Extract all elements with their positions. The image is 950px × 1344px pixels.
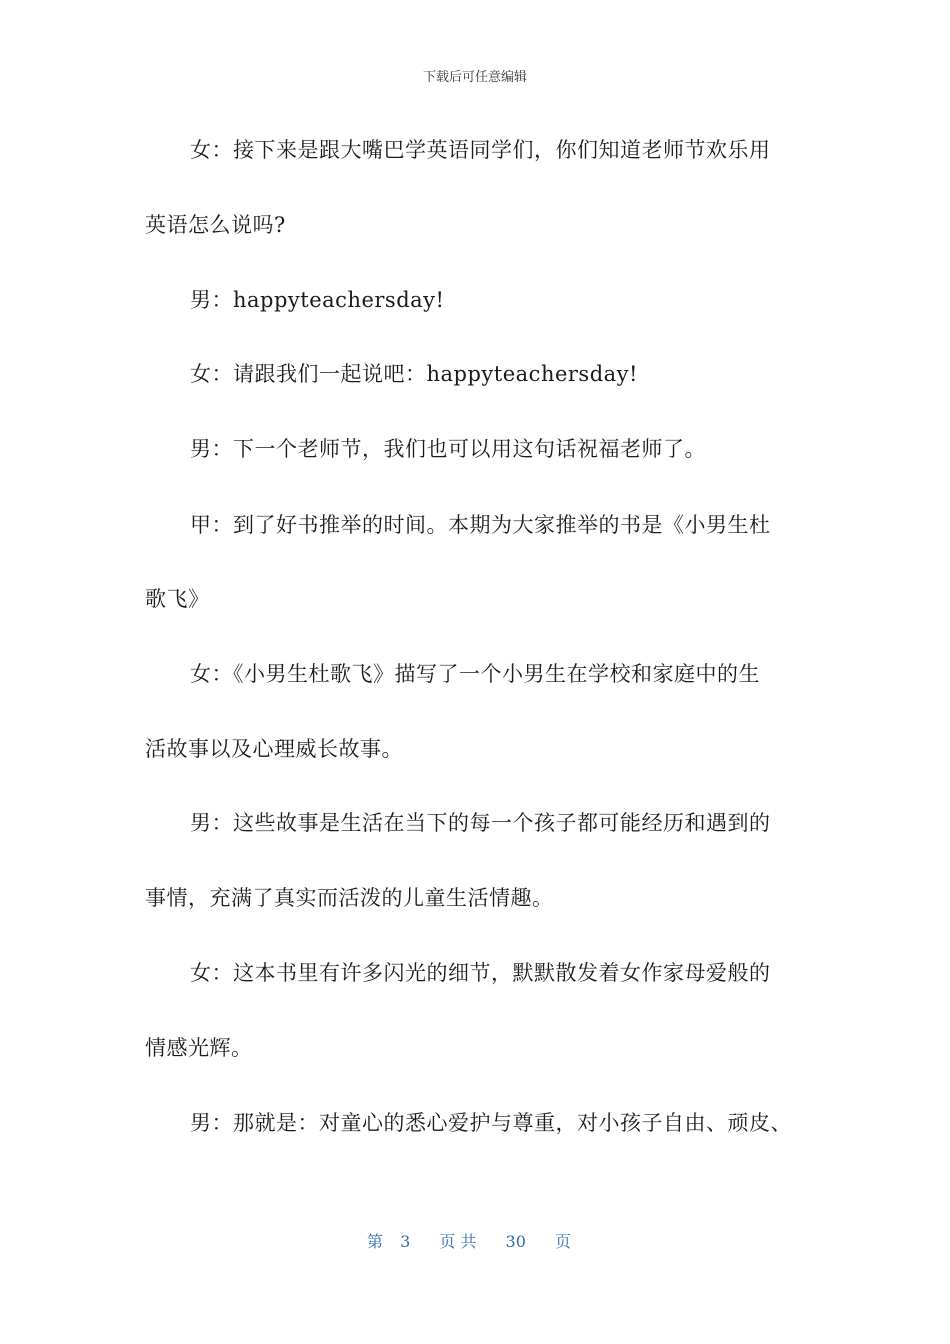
- page-footer: [0, 1229, 950, 1252]
- body-line-1: 女：接下来是跟大嘴巴学英语同学们，你们知道老师节欢乐用: [190, 138, 771, 162]
- footer-page-number: 3: [400, 1232, 411, 1251]
- body-line-6: 甲：到了好书推举的时间。本期为大家推举的书是《小男生杜: [190, 513, 771, 537]
- body-line-13: 情感光辉。: [145, 1036, 253, 1060]
- footer-prefix: 第: [366, 1232, 383, 1251]
- body-line-4: 女：请跟我们一起说吧：happyteachersday!: [190, 362, 638, 386]
- footer-suffix: 页: [555, 1232, 572, 1251]
- body-line-9: 活故事以及心理威长故事。: [145, 737, 403, 761]
- body-line-5: 男：下一个老师节，我们也可以用这句话祝福老师了。: [190, 437, 706, 461]
- body-line-8: 女：《小男生杜歌飞》描写了一个小男生在学校和家庭中的生: [190, 662, 760, 686]
- body-line-10: 男：这些故事是生活在当下的每一个孩子都可能经历和遇到的: [190, 811, 771, 835]
- footer-total-pages: 30: [505, 1232, 526, 1251]
- body-line-12: 女：这本书里有许多闪光的细节，默默散发着女作家母爱般的: [190, 961, 771, 985]
- footer-middle: 页 共: [439, 1232, 477, 1251]
- page-header: 下载后可任意编辑: [422, 70, 527, 85]
- body-line-7: 歌飞》: [145, 587, 210, 611]
- body-line-2: 英语怎么说吗?: [145, 213, 286, 237]
- body-line-3: 男：happyteachersday!: [190, 288, 445, 312]
- body-line-11: 事情，充满了真实而活泼的儿童生活情趣。: [145, 886, 554, 910]
- body-line-14: 男：那就是：对童心的悉心爱护与尊重，对小孩子自由、顽皮、: [190, 1111, 792, 1135]
